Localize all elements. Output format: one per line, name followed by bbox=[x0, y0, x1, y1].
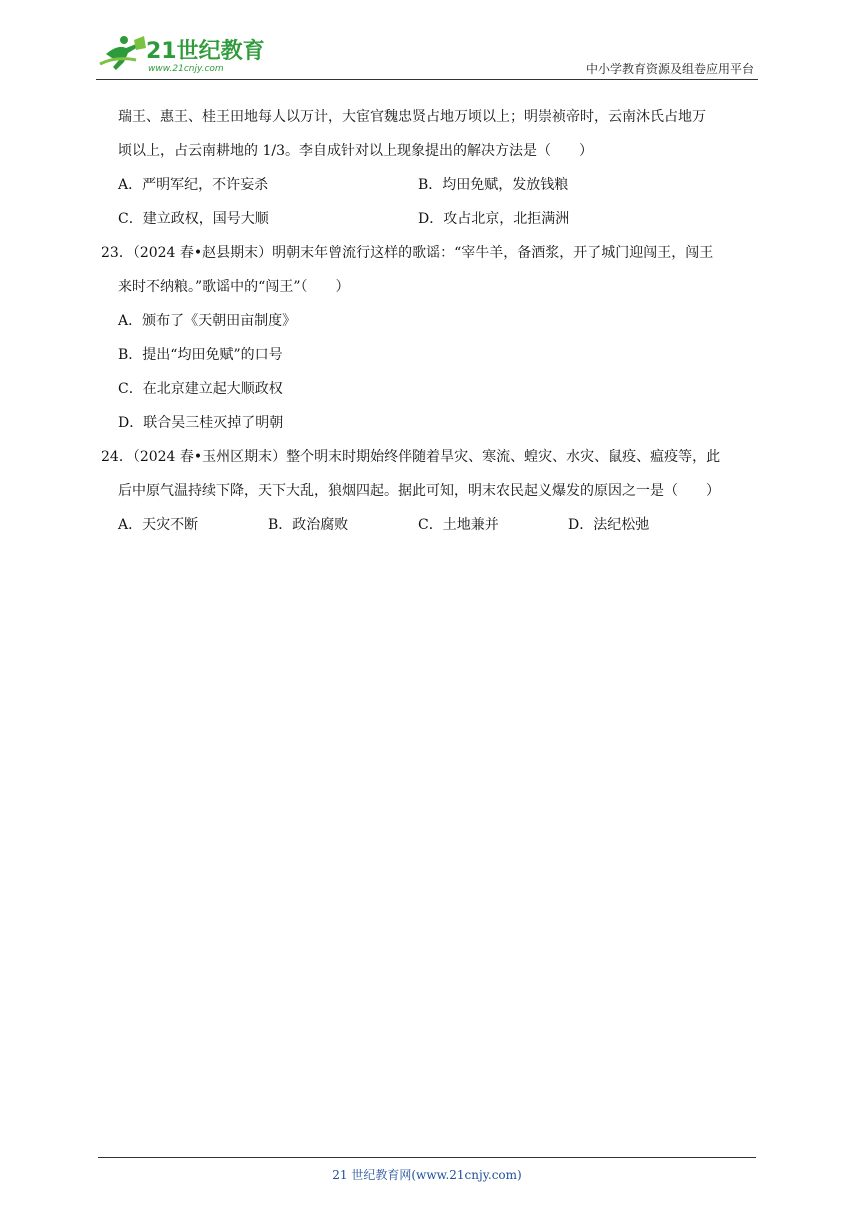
question-22-options-row-2 bbox=[101, 202, 763, 236]
question-23 bbox=[101, 236, 763, 440]
option-b: B．政治腐败 bbox=[268, 517, 349, 533]
option-c: C．建立政权，国号大顺 bbox=[118, 211, 269, 227]
header-divider bbox=[96, 79, 758, 80]
logo-url-text: www.21cnjy.com bbox=[148, 64, 224, 74]
runner-icon bbox=[100, 36, 146, 70]
option-d: D．法纪松弛 bbox=[568, 517, 650, 533]
question-24 bbox=[101, 440, 763, 542]
question-22-line-2: 顷以上，占云南耕地的 1/3。李自成针对以上现象提出的解决方法是（ ） bbox=[118, 143, 593, 159]
option-c: C．土地兼并 bbox=[418, 517, 499, 533]
option-d: D．联合吴三桂灭掉了明朝 bbox=[118, 415, 284, 431]
question-24-line-2: 后中原气温持续下降，天下大乱，狼烟四起。据此可知，明末农民起义爆发的原因之一是（ ） bbox=[118, 483, 720, 499]
question-22 bbox=[101, 100, 763, 236]
question-22-line-1: 瑞王、惠王、桂王田地每人以万计，大宦官魏忠贤占地万顷以上；明崇祯帝时，云南沐氏占地万 bbox=[118, 109, 706, 125]
question-23-line-2: 来时不纳粮。”歌谣中的“闯王”（ ） bbox=[118, 279, 350, 295]
logo-text: 21世纪教育 bbox=[146, 39, 265, 64]
question-24-options-row bbox=[101, 508, 763, 542]
logo bbox=[96, 34, 266, 74]
question-23-line-1: 23．（2024 春•赵县期末）明朝末年曾流行这样的歌谣：“宰牛羊，备酒浆，开了城门迎闯王，闯王 bbox=[101, 245, 714, 261]
question-24-line-1: 24．（2024 春•玉州区期末）整个明末时期始终伴随着旱灾、寒流、蝗灾、水灾、鼠疫、瘟疫等，此 bbox=[101, 449, 721, 465]
option-d: D．攻占北京，北拒满洲 bbox=[418, 211, 570, 227]
page-footer: 21 世纪教育网(www.21cnjy.com) bbox=[98, 1157, 756, 1183]
option-b: B．均田免赋，发放钱粮 bbox=[418, 177, 569, 193]
question-22-options-row-1 bbox=[101, 168, 763, 202]
option-a: A．天灾不断 bbox=[118, 517, 199, 533]
header-platform-text: 中小学教育资源及组卷应用平台 bbox=[585, 62, 754, 76]
page-header bbox=[96, 28, 758, 80]
option-c: C．在北京建立起大顺政权 bbox=[118, 381, 283, 397]
option-a: A．颁布了《天朝田亩制度》 bbox=[118, 313, 297, 329]
question-content bbox=[101, 100, 763, 542]
option-a: A．严明军纪，不许妄杀 bbox=[118, 177, 269, 193]
option-b: B．提出“均田免赋”的口号 bbox=[118, 347, 283, 363]
